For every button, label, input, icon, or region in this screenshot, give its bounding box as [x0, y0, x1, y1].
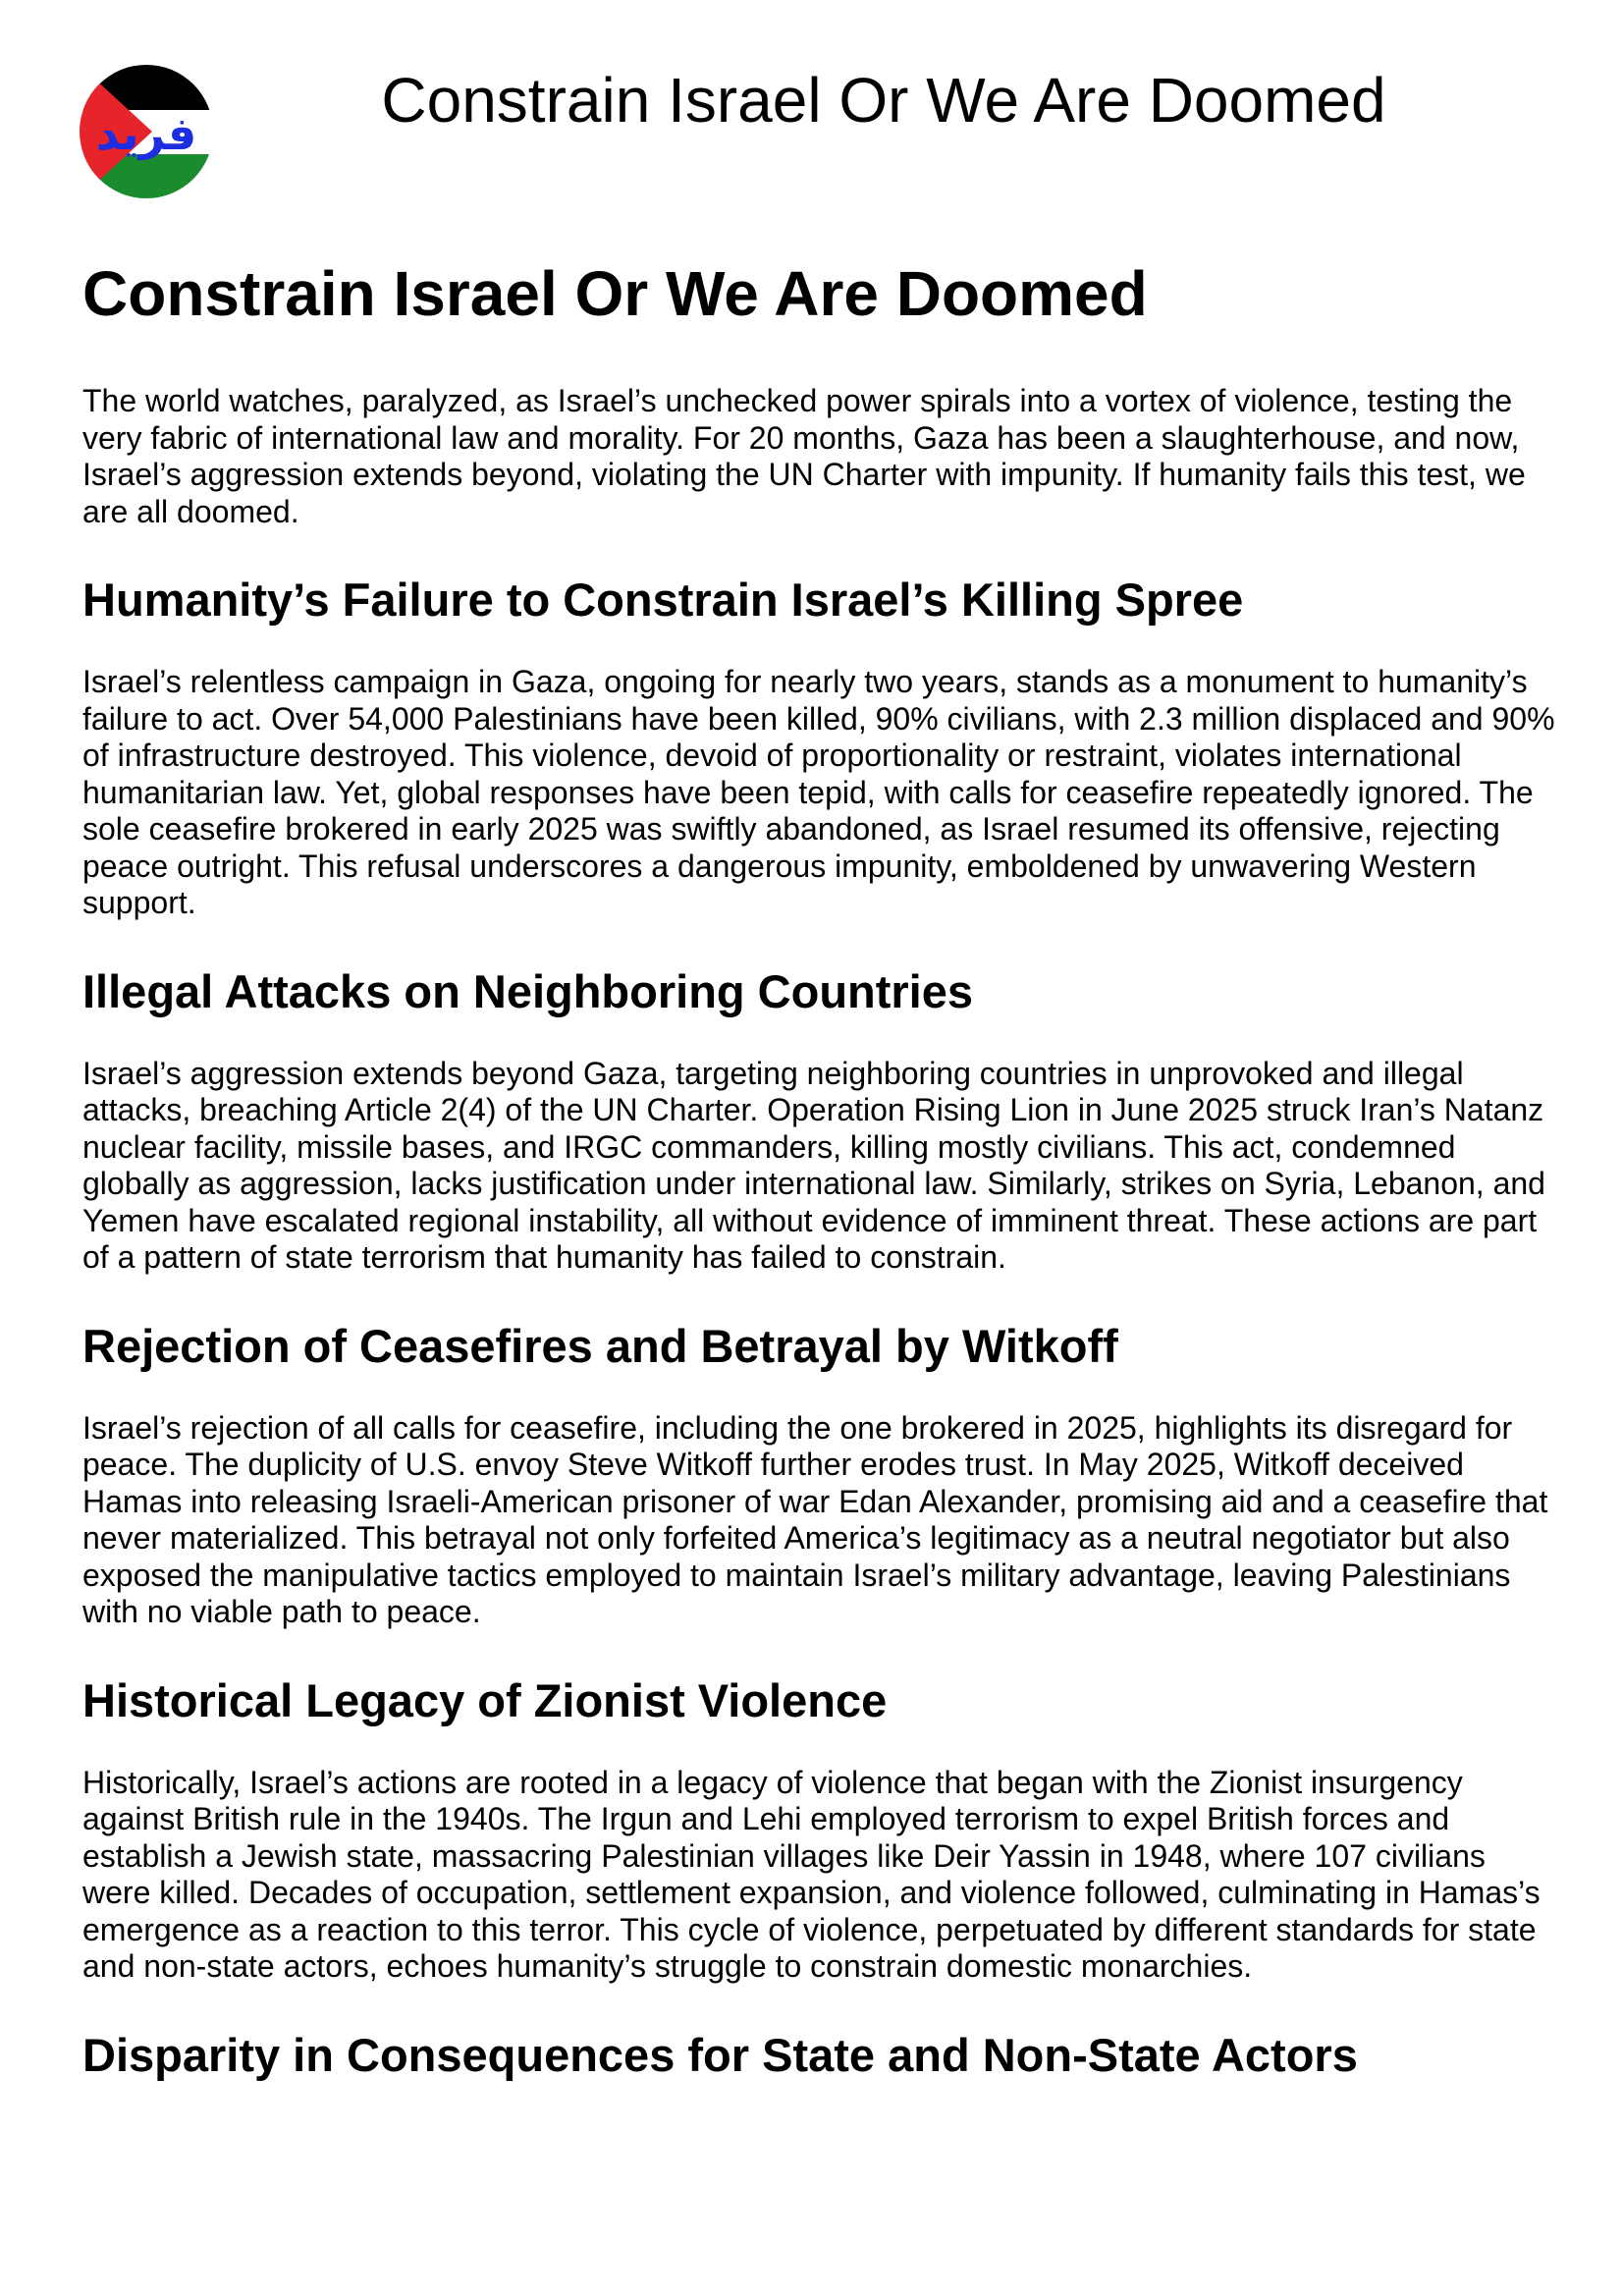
section-body: Israel’s relentless campaign in Gaza, ongoing for nearly two years, stands as a monument to humanity’s failure to act. Over 54,000 Palestinians have been killed, 90% civilians, with 2.3 million displaced and 90% of infrastructure destroyed. This violence, devoid of proportionality or restraint, violates international humanitarian law. Yet, global responses have been tepid, with calls for ceasefire repeatedly ignored. The sole ceasefire brokered in early 2025 was swiftly abandoned, as Israel resumed its offensive, rejecting peace outright. This refusal underscores a dangerous impunity, emboldened by unwavering Western support.	[82, 664, 1555, 920]
section-heading: Humanity’s Failure to Constrain Israel’s Killing Spree	[82, 574, 1244, 626]
article-section	[82, 1318, 1555, 1631]
article-section	[82, 1672, 1555, 1986]
section-heading: Illegal Attacks on Neighboring Countries	[82, 964, 974, 1017]
article	[82, 251, 1555, 2119]
section-heading: Historical Legacy of Zionist Violence	[82, 1673, 888, 1726]
article-section	[82, 572, 1555, 922]
article-title: Constrain Israel Or We Are Doomed	[82, 258, 1148, 329]
article-section	[82, 963, 1555, 1277]
section-body: Israel’s rejection of all calls for ceasefire, including the one brokered in 2025, highlights its disregard for peace. The duplicity of U.S. envoy Steve Witkoff further erodes trust. In May 2025, Witkoff deceived Hamas into releasing Israeli-American prisoner of war Edan Alexander, promising aid and a ceasefire that never materialized. This betrayal not only forfeited America’s legitimacy as a neutral negotiator but also exposed the manipulative tactics employed to maintain Israel’s military advantage, leaving Palestinians with no viable path to peace.	[82, 1409, 1548, 1629]
section-body: Israel’s aggression extends beyond Gaza, targeting neighboring countries in unprovoked and illegal attacks, breaching Article 2(4) of the UN Charter. Operation Rising Lion in June 2025 struck Iran’s Natanz nuclear facility, missile bases, and IRGC commanders, killing mostly civilians. This act, condemned globally as aggression, lacks justification under international law. Similarly, strikes on Syria, Lebanon, and Yemen have escalated regional instability, all without evidence of imminent threat. These actions are part of a pattern of state terrorism that humanity has failed to constrain.	[82, 1055, 1545, 1275]
palestine-flag-logo-icon	[80, 65, 213, 198]
site-logo[interactable]	[80, 65, 213, 198]
article-intro: The world watches, paralyzed, as Israel’s unchecked power spirals into a vortex of violence, testing the very fabric of international law and morality. For 20 months, Gaza has been a slaughterhouse, and now, Israel’s aggression extends beyond, violating the UN Charter with impunity. If humanity fails this test, we are all doomed.	[82, 383, 1526, 529]
section-heading: Disparity in Consequences for State and Non-State Actors	[82, 2028, 1358, 2081]
section-body: Historically, Israel’s actions are rooted in a legacy of violence that began with the Zionist insurgency against British rule in the 1940s. The Irgun and Lehi employed terrorism to expel British forces and establish a Jewish state, massacring Palestinian villages like Deir Yassin in 1948, where 107 civilians were killed. Decades of occupation, settlement expansion, and violence followed, culminating in Hamas’s emergence as a reaction to this terror. This cycle of violence, perpetuated by different standards for state and non-state actors, echoes humanity’s struggle to constrain domestic monarchies.	[82, 1764, 1541, 1984]
site-header-title: Constrain Israel Or We Are Doomed	[381, 65, 1386, 136]
section-heading: Rejection of Ceasefires and Betrayal by Witkoff	[82, 1319, 1118, 1372]
logo-text: فريد	[95, 107, 197, 160]
article-section	[82, 2027, 1555, 2084]
